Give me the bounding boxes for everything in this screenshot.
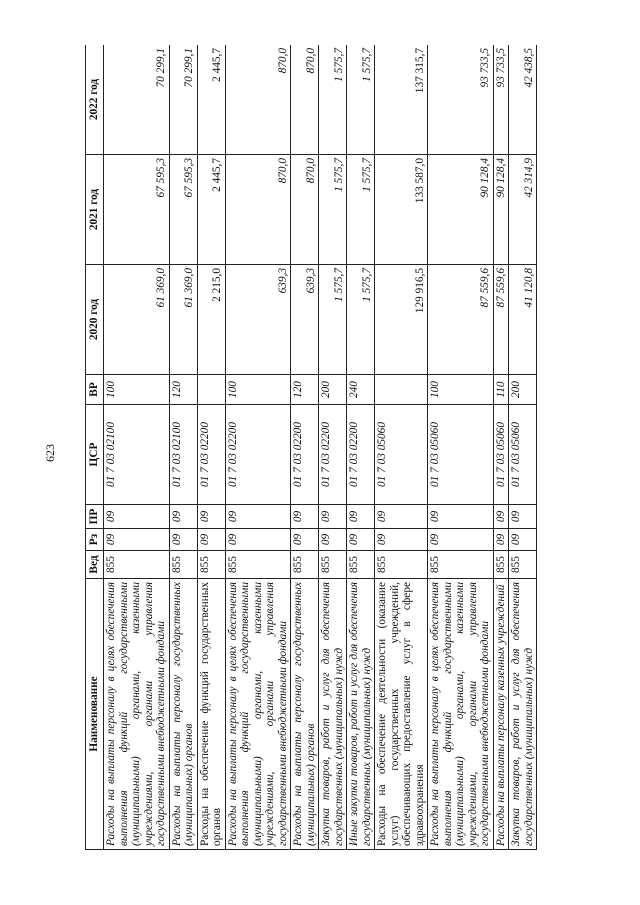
row-pr: 09 [347, 505, 375, 529]
row-2021: 90 128,4 [428, 155, 494, 265]
row-2022: 1 575,7 [319, 45, 347, 155]
row-ved: 855 [375, 551, 428, 579]
row-2022: 42 438,5 [509, 45, 537, 155]
row-2021: 42 314,9 [509, 155, 537, 265]
table-row [104, 45, 170, 850]
row-name: Расходы на выплаты персоналу государственных (муниципальных) органов [169, 579, 197, 850]
budget-table [85, 45, 537, 850]
header-rz: Рз [86, 529, 104, 551]
table-row [225, 45, 291, 850]
row-2022: 70 299,1 [104, 45, 170, 155]
row-2020: 639,3 [291, 265, 319, 375]
row-2021: 133 587,0 [375, 155, 428, 265]
row-2020: 639,3 [225, 265, 291, 375]
row-rz: 09 [347, 529, 375, 551]
row-2020: 87 559,6 [493, 265, 509, 375]
row-csr: 01 7 03 02200 [347, 405, 375, 505]
table-row [375, 45, 428, 850]
row-ved: 855 [104, 551, 170, 579]
row-ved: 855 [197, 551, 225, 579]
header-csr: ЦСР [86, 405, 104, 505]
row-2020: 41 120,8 [509, 265, 537, 375]
table-row [428, 45, 494, 850]
row-pr: 09 [104, 505, 170, 529]
row-rz: 09 [428, 529, 494, 551]
row-pr: 09 [428, 505, 494, 529]
row-rz: 09 [169, 529, 197, 551]
row-rz: 09 [509, 529, 537, 551]
row-ved: 855 [319, 551, 347, 579]
row-csr: 01 7 03 02100 [104, 405, 170, 505]
row-csr: 01 7 03 05060 [509, 405, 537, 505]
table-row [169, 45, 197, 850]
row-ved: 855 [169, 551, 197, 579]
row-vr: 100 [225, 375, 291, 405]
row-2020: 2 215,0 [197, 265, 225, 375]
row-vr: 200 [509, 375, 537, 405]
row-ved: 855 [347, 551, 375, 579]
table-header-row [86, 45, 104, 850]
header-2020: 2020 год [86, 265, 104, 375]
row-ved: 855 [225, 551, 291, 579]
row-name: Расходы на выплаты персоналу в целях обеспечения выполнения функций государственными (муниципальными) органами, казенными учреждениями, органами управления государственными внебюджетными фондами [428, 579, 494, 850]
row-ved: 855 [509, 551, 537, 579]
row-rz: 09 [197, 529, 225, 551]
row-csr: 01 7 03 02100 [169, 405, 197, 505]
row-vr: 200 [319, 375, 347, 405]
table-row [197, 45, 225, 850]
budget-table-rotated [85, 45, 559, 850]
row-name: Расходы на выплаты персоналу казенных учреждений [493, 579, 509, 850]
row-2020: 129 916,5 [375, 265, 428, 375]
row-2021: 1 575,7 [347, 155, 375, 265]
row-vr: 120 [169, 375, 197, 405]
row-2020: 1 575,7 [347, 265, 375, 375]
row-name: Расходы на выплаты персоналу в целях обеспечения выполнения функций государственными (муниципальными) органами, казенными учреждениями, органами управления государственными внебюджетными фондами [104, 579, 170, 850]
budget-table-container [85, 45, 559, 850]
row-pr: 09 [493, 505, 509, 529]
row-csr: 01 7 03 02200 [225, 405, 291, 505]
row-2021: 90 128,4 [493, 155, 509, 265]
row-csr: 01 7 03 05060 [375, 405, 428, 505]
row-rz: 09 [225, 529, 291, 551]
row-2022: 137 315,7 [375, 45, 428, 155]
row-pr: 09 [509, 505, 537, 529]
table-row [291, 45, 319, 850]
row-pr: 09 [197, 505, 225, 529]
row-vr: 240 [347, 375, 375, 405]
row-name: Закупка товаров, работ и услуг для обеспечения государственных (муниципальных) нужд [319, 579, 347, 850]
row-2021: 870,0 [291, 155, 319, 265]
row-name: Расходы на обеспечение функций государственных органов [197, 579, 225, 850]
header-ved: Вед [86, 551, 104, 579]
row-name: Закупка товаров, работ и услуг для обеспечения государственных (муниципальных) нужд [509, 579, 537, 850]
row-vr [197, 375, 225, 405]
row-2020: 61 369,0 [169, 265, 197, 375]
row-2020: 87 559,6 [428, 265, 494, 375]
row-name: Расходы на обеспечение деятельности (оказание услуг) государственных учреждений, обеспечивающих предоставление услуг в сфере здравоохранения [375, 579, 428, 850]
row-2021: 67 595,3 [104, 155, 170, 265]
row-2021: 870,0 [225, 155, 291, 265]
row-2022: 70 299,1 [169, 45, 197, 155]
row-csr: 01 7 03 02200 [197, 405, 225, 505]
row-2022: 870,0 [225, 45, 291, 155]
row-vr: 100 [428, 375, 494, 405]
row-2021: 2 445,7 [197, 155, 225, 265]
row-name: Расходы на выплаты персоналу государственных (муниципальных) органов [291, 579, 319, 850]
row-name: Расходы на выплаты персоналу в целях обеспечения выполнения функций государственными (муниципальными) органами, казенными учреждениями, органами управления государственными внебюджетными фондами [225, 579, 291, 850]
header-name: Наименование [86, 579, 104, 850]
row-2022: 93 733,5 [493, 45, 509, 155]
row-csr: 01 7 03 05060 [493, 405, 509, 505]
page-number: 623 [43, 444, 57, 462]
table-row [347, 45, 375, 850]
table-row [493, 45, 509, 850]
row-csr: 01 7 03 02200 [291, 405, 319, 505]
row-2022: 93 733,5 [428, 45, 494, 155]
row-vr [375, 375, 428, 405]
row-2022: 1 575,7 [347, 45, 375, 155]
row-rz: 09 [104, 529, 170, 551]
row-csr: 01 7 03 05060 [428, 405, 494, 505]
row-ved: 855 [428, 551, 494, 579]
header-vr: ВР [86, 375, 104, 405]
row-2021: 67 595,3 [169, 155, 197, 265]
row-pr: 09 [291, 505, 319, 529]
row-2020: 1 575,7 [319, 265, 347, 375]
row-vr: 120 [291, 375, 319, 405]
row-2020: 61 369,0 [104, 265, 170, 375]
row-ved: 855 [493, 551, 509, 579]
row-rz: 09 [375, 529, 428, 551]
row-pr: 09 [375, 505, 428, 529]
header-2022: 2022 год [86, 45, 104, 155]
header-pr: ПР [86, 505, 104, 529]
header-2021: 2021 год [86, 155, 104, 265]
row-rz: 09 [493, 529, 509, 551]
row-ved: 855 [291, 551, 319, 579]
row-pr: 09 [319, 505, 347, 529]
row-2022: 870,0 [291, 45, 319, 155]
table-row [319, 45, 347, 850]
table-row [509, 45, 537, 850]
row-name: Иные закупки товаров, работ и услуг для обеспечения государственных (муниципальных) нужд [347, 579, 375, 850]
row-pr: 09 [169, 505, 197, 529]
row-pr: 09 [225, 505, 291, 529]
row-vr: 110 [493, 375, 509, 405]
row-2021: 1 575,7 [319, 155, 347, 265]
row-vr: 100 [104, 375, 170, 405]
row-rz: 09 [291, 529, 319, 551]
row-rz: 09 [319, 529, 347, 551]
row-csr: 01 7 03 02200 [319, 405, 347, 505]
row-2022: 2 445,7 [197, 45, 225, 155]
